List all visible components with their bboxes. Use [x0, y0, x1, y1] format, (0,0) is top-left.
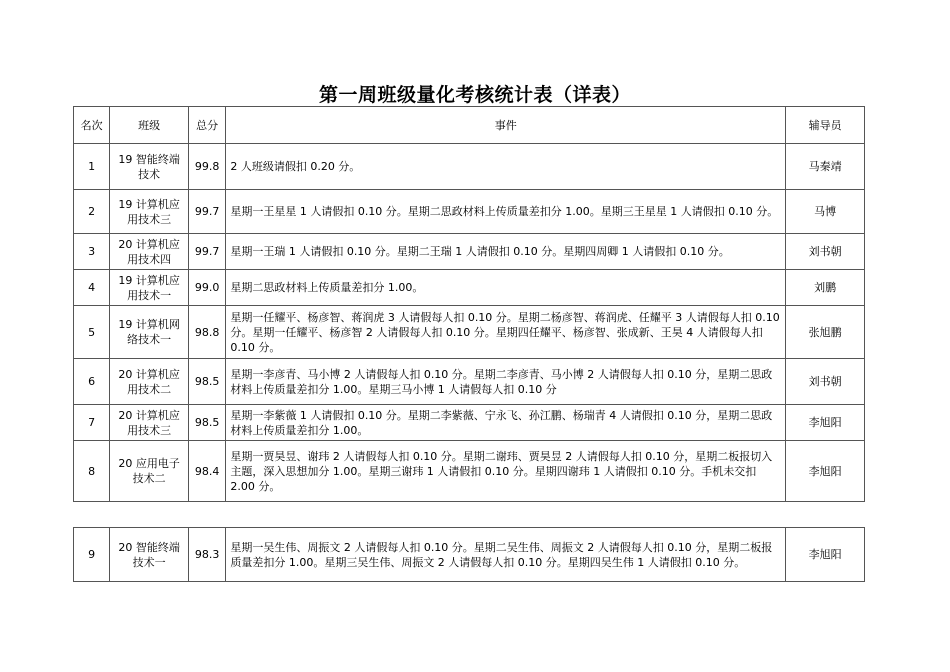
score-cell: 99.7	[189, 190, 226, 234]
score-cell: 99.8	[189, 144, 226, 190]
class-cell: 20 计算机应用技术四	[110, 234, 189, 270]
score-cell: 99.7	[189, 234, 226, 270]
table-row	[74, 144, 865, 190]
score-cell: 98.8	[189, 306, 226, 359]
table-row	[74, 405, 865, 441]
header-row	[74, 107, 865, 144]
header-counselor: 辅导员	[786, 107, 865, 144]
class-cell: 20 智能终端技术一	[110, 528, 189, 582]
counselor-cell: 张旭鹏	[786, 306, 865, 359]
rank-cell: 5	[74, 306, 110, 359]
counselor-cell: 刘书朝	[786, 234, 865, 270]
score-cell: 99.0	[189, 270, 226, 306]
class-cell: 19 计算机应用技术一	[110, 270, 189, 306]
event-cell: 星期一任耀平、杨彦智、蒋润虎 3 人请假每人扣 0.10 分。星期二杨彦智、蒋润虎、任耀平 3 人请假每人扣 0.10 分。星期一任耀平、杨彦智 2 人请假每人扣 0.10 分。星期四任耀平、杨彦智、张成新、王昊 4 人请假每人扣 0.10 分。	[226, 306, 786, 359]
score-cell: 98.4	[189, 441, 226, 502]
table-row	[74, 528, 865, 582]
event-cell: 星期一李紫薇 1 人请假扣 0.10 分。星期二李紫薇、宁永飞、孙江鹏、杨瑞青 4 人请假扣 0.10 分，星期二思政材料上传质量差扣分 1.00。	[226, 405, 786, 441]
score-cell: 98.5	[189, 405, 226, 441]
counselor-cell: 李旭阳	[786, 441, 865, 502]
counselor-cell: 李旭阳	[786, 528, 865, 582]
header-event: 事件	[226, 107, 786, 144]
score-table-continued	[73, 527, 865, 582]
rank-cell: 9	[74, 528, 110, 582]
table-row	[74, 441, 865, 502]
rank-cell: 7	[74, 405, 110, 441]
header-class: 班级	[110, 107, 189, 144]
table-row	[74, 359, 865, 405]
table-row	[74, 190, 865, 234]
table-row	[74, 234, 865, 270]
header-rank: 名次	[74, 107, 110, 144]
rank-cell: 2	[74, 190, 110, 234]
class-cell: 19 计算机应用技术三	[110, 190, 189, 234]
counselor-cell: 刘书朝	[786, 359, 865, 405]
counselor-cell: 马秦靖	[786, 144, 865, 190]
rank-cell: 1	[74, 144, 110, 190]
class-cell: 19 智能终端技术	[110, 144, 189, 190]
event-cell: 2 人班级请假扣 0.20 分。	[226, 144, 786, 190]
event-cell: 星期一李彦青、马小博 2 人请假每人扣 0.10 分。星期二李彦青、马小博 2 人请假每人扣 0.10 分，星期二思政材料上传质量差扣分 1.00。星期三马小博 1 人请假每人扣 0.10 分	[226, 359, 786, 405]
table-row	[74, 270, 865, 306]
class-cell: 20 应用电子技术二	[110, 441, 189, 502]
event-cell: 星期一王星星 1 人请假扣 0.10 分。星期二思政材料上传质量差扣分 1.00。星期三王星星 1 人请假扣 0.10 分。	[226, 190, 786, 234]
header-score: 总分	[189, 107, 226, 144]
counselor-cell: 刘鹏	[786, 270, 865, 306]
score-cell: 98.5	[189, 359, 226, 405]
class-cell: 19 计算机网络技术一	[110, 306, 189, 359]
table-row	[74, 306, 865, 359]
event-cell: 星期一王瑞 1 人请假扣 0.10 分。星期二王瑞 1 人请假扣 0.10 分。星期四周卿 1 人请假扣 0.10 分。	[226, 234, 786, 270]
counselor-cell: 马博	[786, 190, 865, 234]
rank-cell: 6	[74, 359, 110, 405]
class-cell: 20 计算机应用技术三	[110, 405, 189, 441]
event-cell: 星期一吴生伟、周振文 2 人请假每人扣 0.10 分。星期二吴生伟、周振文 2 人请假每人扣 0.10 分，星期二板报质量差扣分 1.00。星期三吴生伟、周振文 2 人请假每人扣 0.10 分。星期四吴生伟 1 人请假扣 0.10 分。	[226, 528, 786, 582]
page-title: 第一周班级量化考核统计表（详表）	[318, 84, 631, 106]
score-cell: 98.3	[189, 528, 226, 582]
class-cell: 20 计算机应用技术二	[110, 359, 189, 405]
rank-cell: 8	[74, 441, 110, 502]
score-table	[73, 106, 865, 502]
rank-cell: 3	[74, 234, 110, 270]
event-cell: 星期二思政材料上传质量差扣分 1.00。	[226, 270, 786, 306]
rank-cell: 4	[74, 270, 110, 306]
counselor-cell: 李旭阳	[786, 405, 865, 441]
event-cell: 星期一贾昊昱、谢玮 2 人请假每人扣 0.10 分。星期二谢玮、贾昊昱 2 人请假每人扣 0.10 分，星期二板报切入主题，深入思想加分 1.00。星期三谢玮 1 人请假扣 0.10 分。星期四谢玮 1 人请假扣 0.10 分。手机未交扣 2.00 分。	[226, 441, 786, 502]
